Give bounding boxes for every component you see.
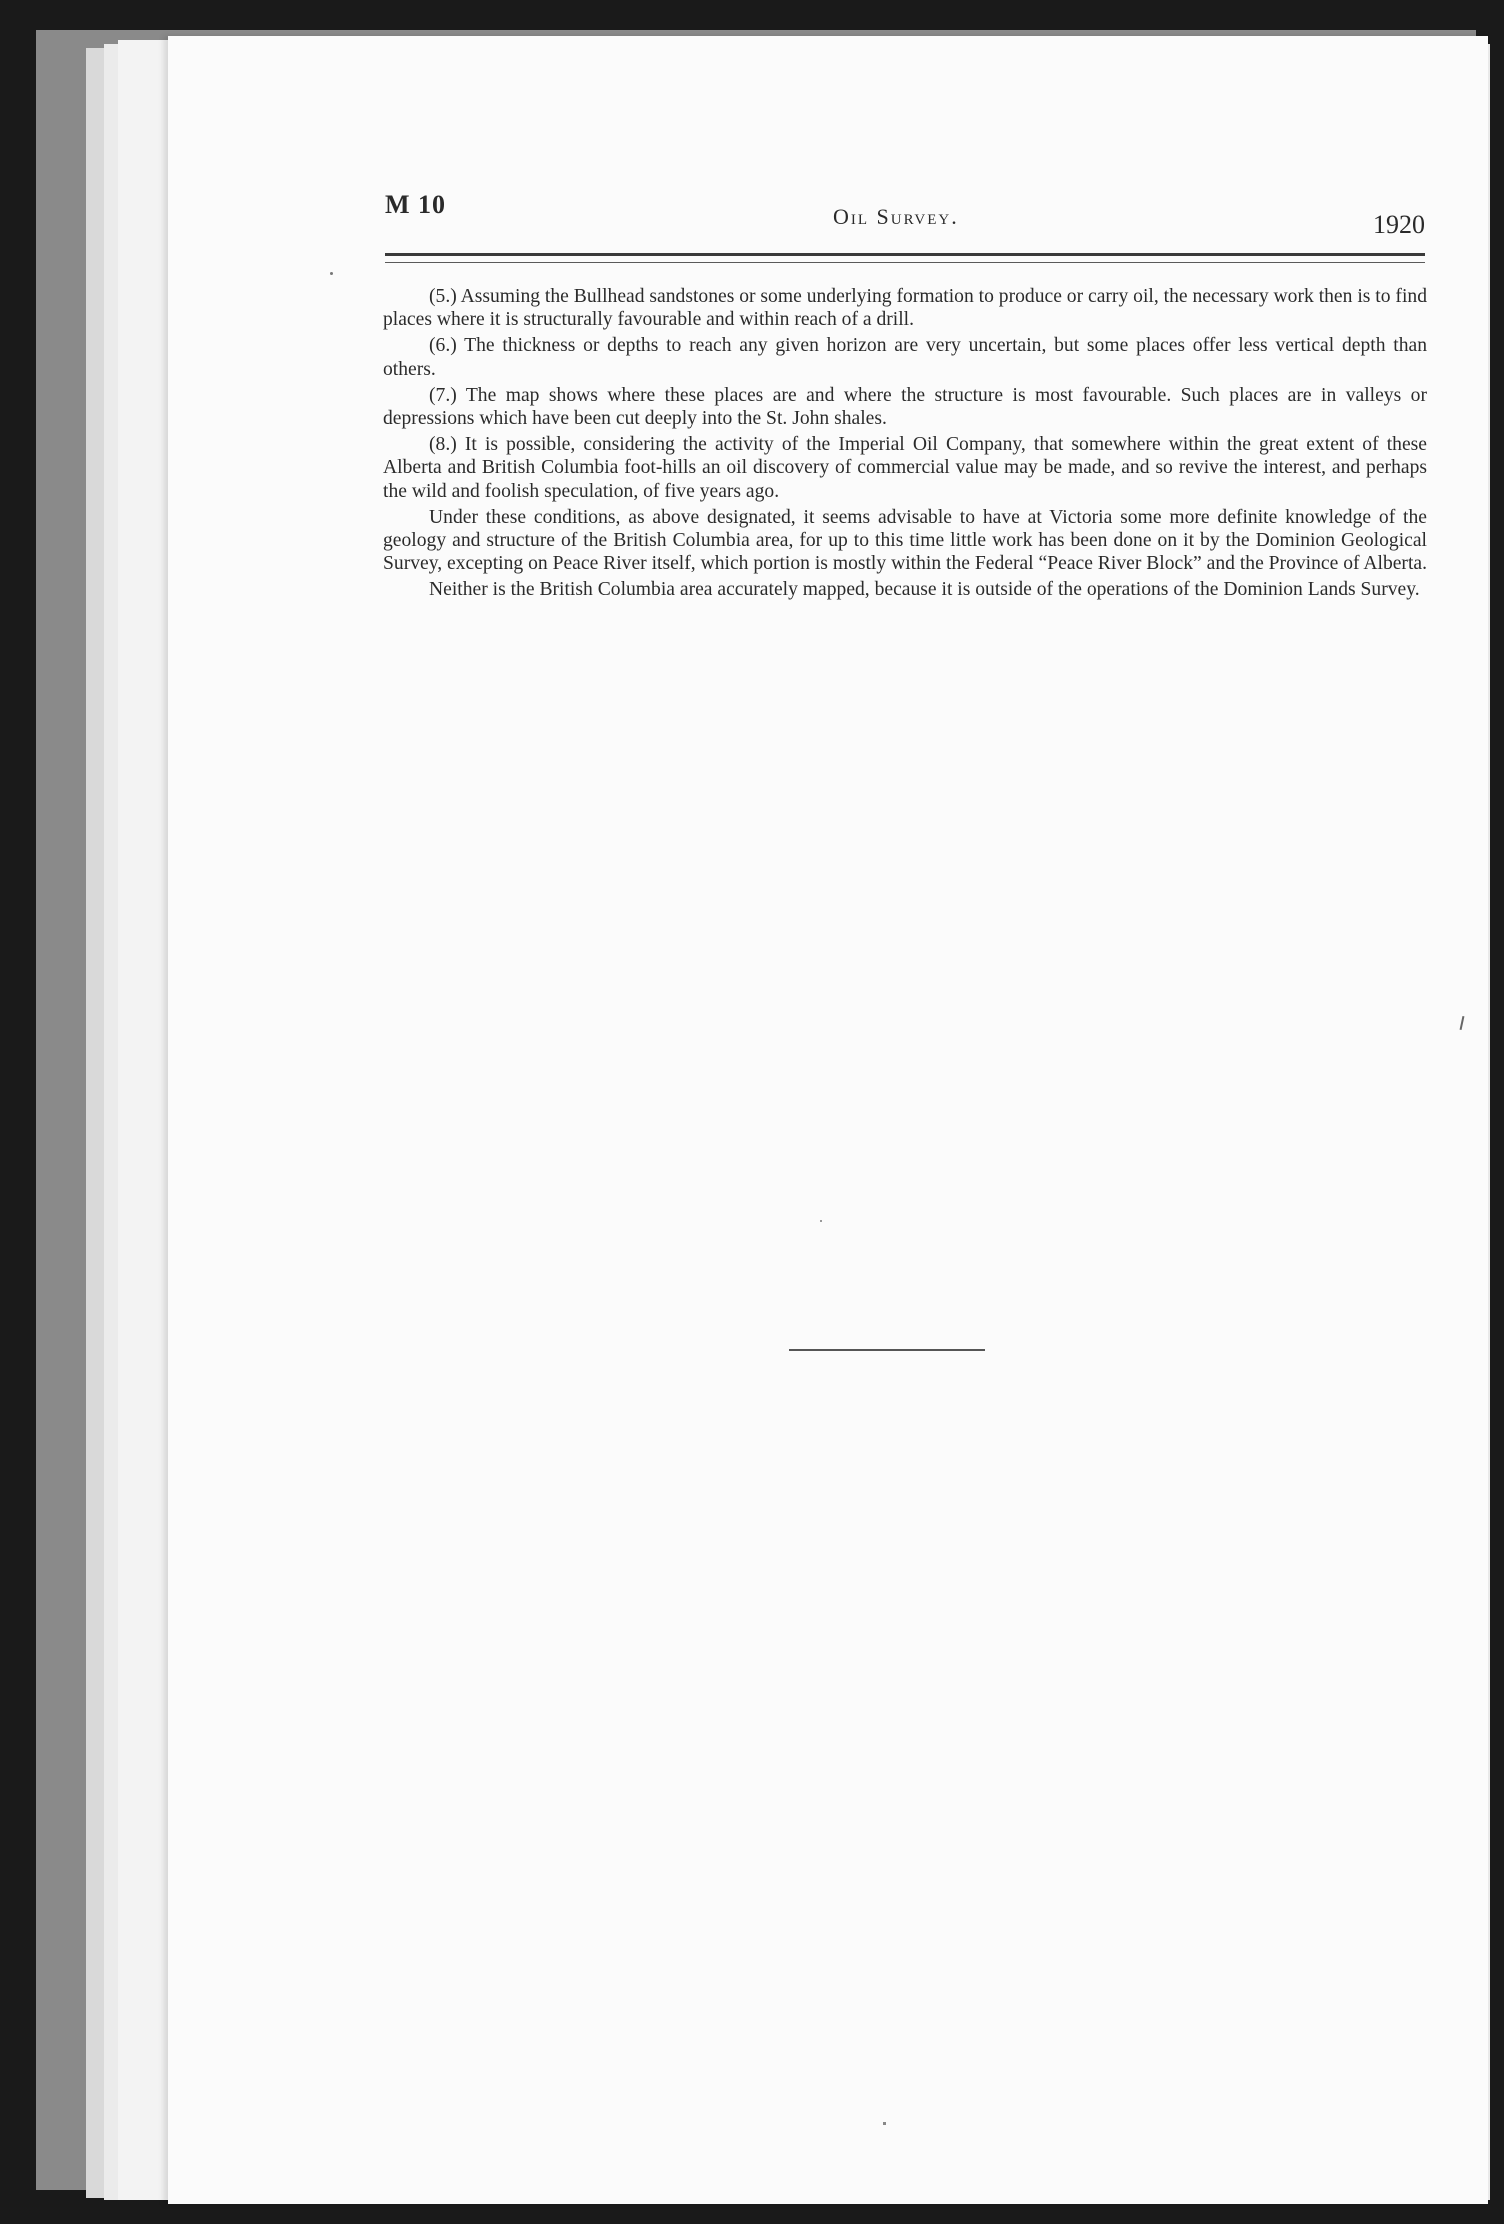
scan-speck [820, 1220, 822, 1222]
running-head [385, 190, 1425, 240]
paragraph-conditions: Under these conditions, as above designated, it seems advisable to have at Victoria some more definite knowledge of the geology and structure of the British Columbia area, for up to this time little work has been done on it by the Dominion Geological Survey, excepting on Peace River itself, which portion is mostly within the Federal “Peace River Block” and the Province of Alberta. [383, 506, 1427, 575]
paragraph-5: (5.) Assuming the Bullhead sandstones or some underlying formation to produce or carry oil, the necessary work then is to find places where it is structurally favourable and within reach of a drill. [383, 286, 1427, 331]
paragraph-mapping: Neither is the British Columbia area accurately mapped, because it is outside of the operations of the Dominion Lands Survey. [429, 579, 1420, 601]
running-year: 1920 [1373, 210, 1425, 239]
running-title: Oil Survey. [833, 204, 959, 229]
paragraph-6: (6.) The thickness or depths to reach any given horizon are very uncertain, but some places offer less vertical depth than others. [383, 335, 1427, 380]
paragraph-7: (7.) The map shows where these places are and where the structure is most favourable. Such places are in valleys or depressions which have been cut deeply into the St. John shales. [383, 384, 1427, 430]
scan-speck [330, 272, 333, 275]
paragraph-8: (8.) It is possible, considering the activity of the Imperial Oil Company, that somewhere within the great extent of these Alberta and British Columbia foot-hills an oil discovery of commercial value may be made, and so revive the interest, and perhaps the wild and foolish speculation, of five years ago. [383, 434, 1427, 502]
scan-speck [883, 2122, 886, 2125]
header-rule-thick [385, 253, 1425, 256]
header-rule-thin [385, 262, 1425, 263]
end-of-section-rule [789, 1349, 985, 1351]
page-number: M 10 [385, 190, 447, 219]
body-text [383, 285, 1427, 605]
